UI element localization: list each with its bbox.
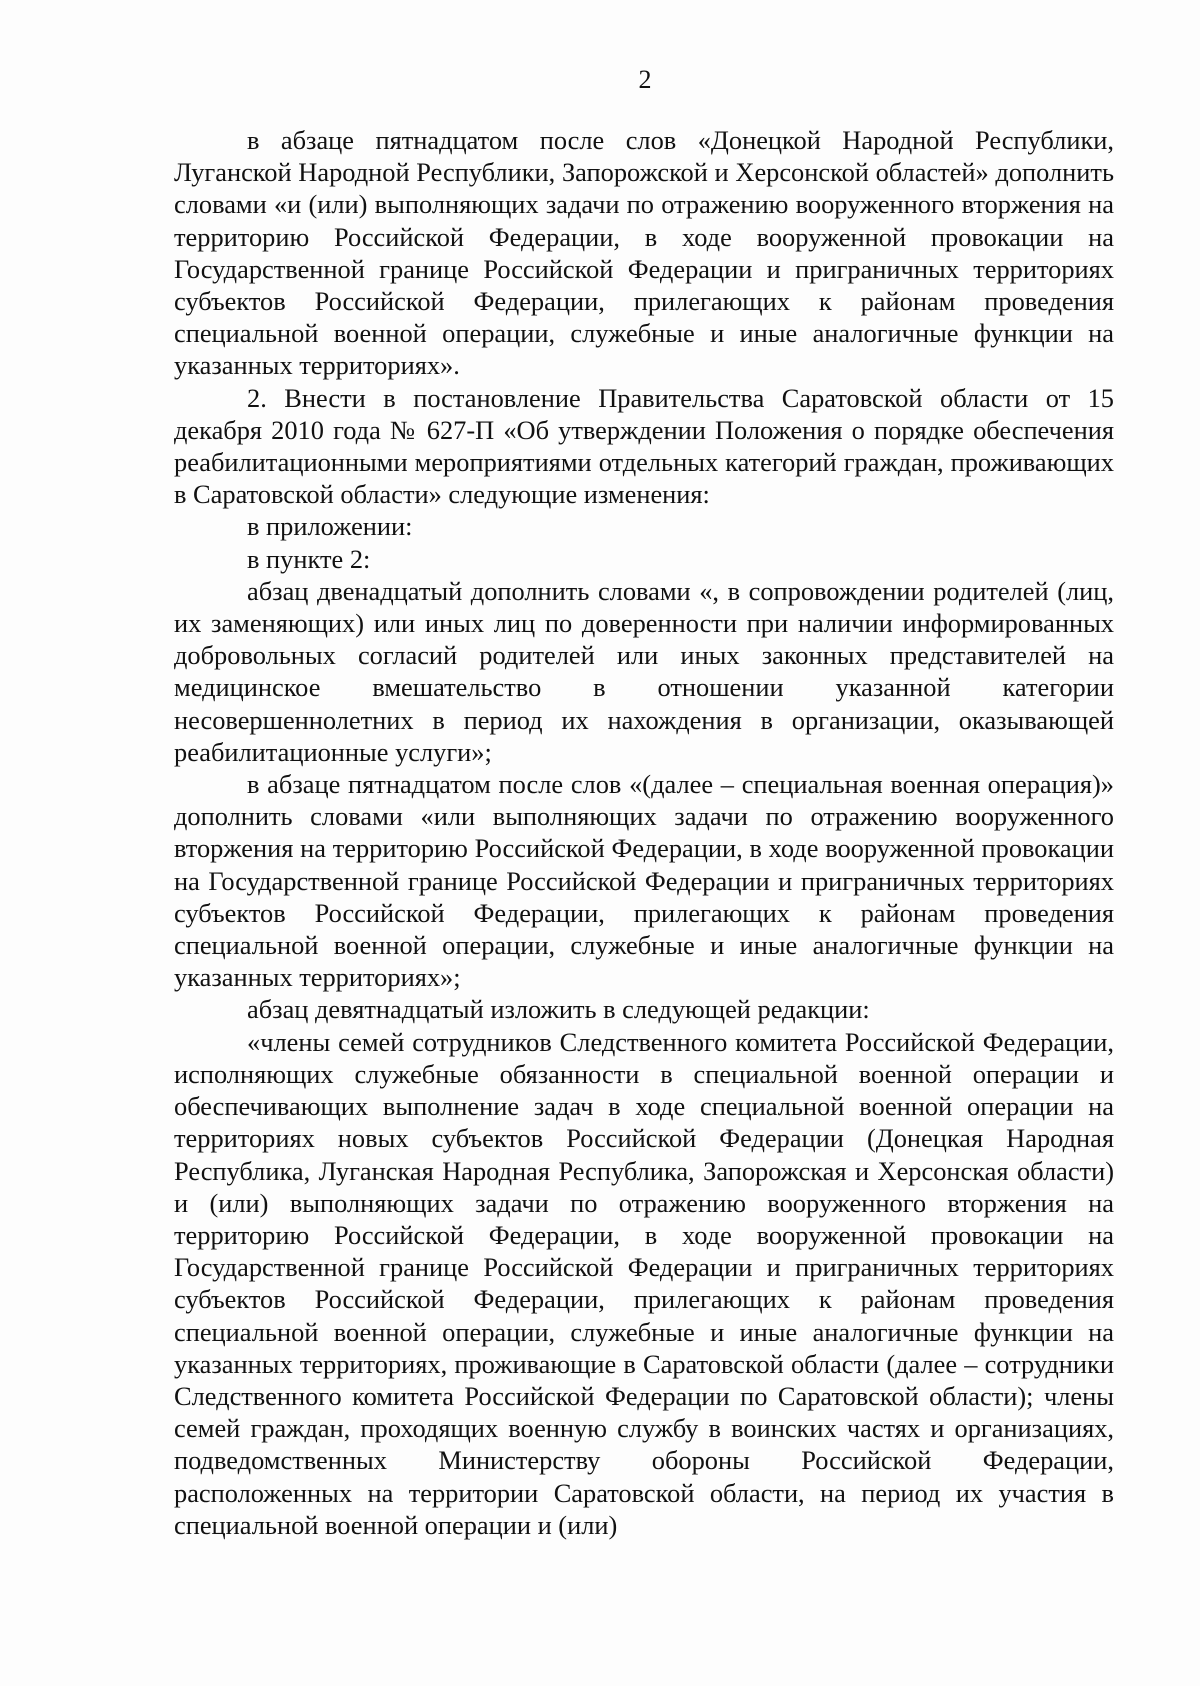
paragraph-item-2: 2. Внести в постановление Правительства Саратовской области от 15 декабря 2010 года № 627-П «Об утверждении Положения о порядке обеспечения реабилитационными мероприятиями отдельных категорий граждан, проживающих в Саратовской области» следующие изменения: — [174, 382, 1114, 510]
paragraph-in-appendix: в приложении: — [247, 511, 413, 542]
paragraph-amendment-fifteenth-first: в абзаце пятнадцатом после слов «Донецкой Народной Республики, Луганской Народной Республики, Запорожской и Херсонской областей» дополнить словами «и (или) выполняющих задачи по отражению вооруженного вторжения на территорию Российской Федерации, в ходе вооруженной провокации на Государственной границе Российской Федерации и приграничных территориях субъектов Российской Федерации, прилегающих к районам проведения специальной военной операции, служебные и иные аналогичные функции на указанных территориях». — [174, 125, 1114, 381]
document-body — [174, 124, 1114, 1541]
paragraph-nineteenth-intro: абзац девятнадцатый изложить в следующей редакции: — [247, 994, 870, 1025]
paragraph-twelfth-amendment: абзац двенадцатый дополнить словами «, в сопровождении родителей (лиц, их заменяющих) или иных лиц по доверенности при наличии информированных добровольных согласий родителей или иных законных представителей на медицинское вмешательство в отношении указанной категории несовершеннолетних в период их нахождения в организации, оказывающей реабилитационные услуги»; — [174, 575, 1114, 767]
paragraph-nineteenth-text: «члены семей сотрудников Следственного комитета Российской Федерации, исполняющих служебные обязанности в специальной военной операции и обеспечивающих выполнение задач в ходе специальной военной операции на территориях новых субъектов Российской Федерации (Донецкая Народная Республика, Луганская Народная Республика, Запорожская и Херсонская области) и (или) выполняющих задачи по отражению вооруженного вторжения на территорию Российской Федерации, в ходе вооруженной провокации на Государственной границе Российской Федерации и приграничных территориях субъектов Российской Федерации, прилегающих к районам проведения специальной военной операции, служебные и иные аналогичные функции на указанных территориях, проживающие в Саратовской области (далее – сотрудники Следственного комитета Российской Федерации по Саратовской области); члены семей граждан, проходящих военную службу в воинских частях и организациях, подведомственных Министерству обороны Российской Федерации, расположенных на территории Саратовской области, на период их участия в специальной военной операции и (или) — [174, 1026, 1114, 1540]
paragraph-in-point-2: в пункте 2: — [247, 543, 371, 574]
page-number: 2 — [638, 65, 652, 94]
paragraph-fifteenth-amendment: в абзаце пятнадцатом после слов «(далее – специальная военная операция)» дополнить словами «или выполняющих задачи по отражению вооруженного вторжения на территорию Российской Федерации, в ходе вооруженной провокации на Государственной границе Российской Федерации и приграничных территориях субъектов Российской Федерации, прилегающих к районам проведения специальной военной операции, служебные и иные аналогичные функции на указанных территориях»; — [174, 769, 1114, 993]
